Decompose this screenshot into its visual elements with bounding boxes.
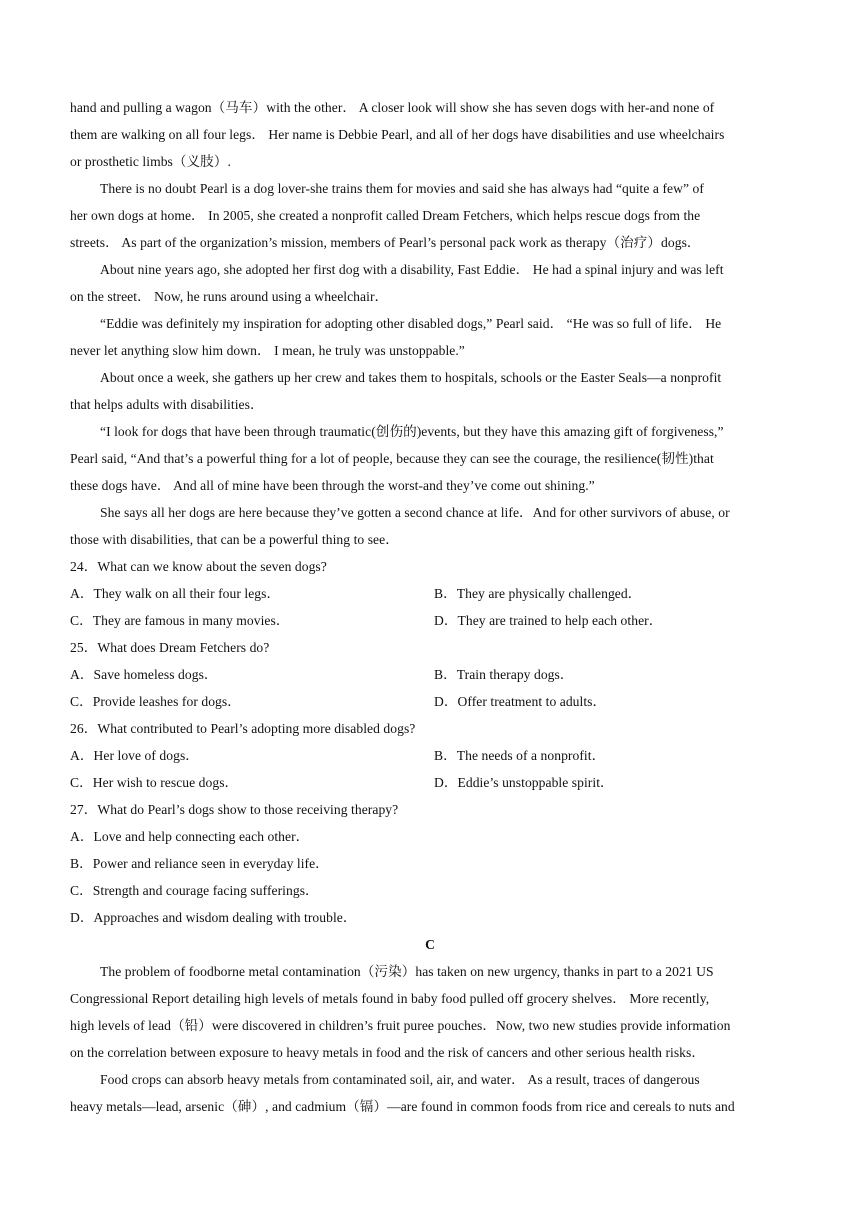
question-option: B．They are physically challenged．: [434, 586, 642, 601]
question-stem: 24．What can we know about the seven dogs?: [70, 559, 327, 574]
question-option: C．Strength and courage facing sufferings．: [70, 883, 319, 898]
question-option: D．Approaches and wisdom dealing with trouble．: [70, 910, 357, 925]
question-option: B．The needs of a nonprofit．: [434, 748, 606, 763]
passage-line: Pearl said, “And that’s a powerful thing for a lot of people, because they can see the courage, the resilience(韧性)that: [70, 451, 714, 466]
question-option: C．They are famous in many movies．: [70, 613, 290, 628]
passage-line: “Eddie was definitely my inspiration for adopting other disabled dogs,” Pearl said． “He was so full of life． He: [100, 316, 722, 331]
passage-line: those with disabilities, that can be a powerful thing to see．: [70, 532, 399, 547]
passage-line: Congressional Report detailing high levels of metals found in baby food pulled off grocery shelves． More recently,: [70, 991, 710, 1006]
passage-line: streets． As part of the organization’s mission, members of Pearl’s personal pack work as therapy（治疗）dogs．: [70, 235, 701, 250]
question-option: A．Her love of dogs．: [70, 748, 199, 763]
passage-line: Food crops can absorb heavy metals from contaminated soil, air, and water． As a result, traces of dangerous: [100, 1072, 700, 1087]
question-stem: 25．What does Dream Fetchers do?: [70, 640, 270, 655]
question-option: C．Her wish to rescue dogs．: [70, 775, 239, 790]
passage-line: She says all her dogs are here because they’ve gotten a second chance at life．And for other survivors of abuse, or: [100, 505, 730, 520]
passage-line: high levels of lead（铅）were discovered in children’s fruit puree pouches．Now, two new studies provide information: [70, 1018, 731, 1033]
passage-line: her own dogs at home． In 2005, she created a nonprofit called Dream Fetchers, which helps rescue dogs from the: [70, 208, 701, 223]
passage-line: on the street． Now, he runs around using a wheelchair．: [70, 289, 389, 304]
question-option: B．Power and reliance seen in everyday life．: [70, 856, 329, 871]
passage-line: that helps adults with disabilities．: [70, 397, 264, 412]
passage-line: these dogs have． And all of mine have been through the worst-and they’ve come out shining.”: [70, 478, 595, 493]
passage-line: heavy metals—lead, arsenic（砷）, and cadmium（镉）—are found in common foods from rice and cereals to nuts and: [70, 1099, 735, 1114]
passage-line: never let anything slow him down． I mean, he truly was unstoppable.”: [70, 343, 465, 358]
question-option: A．Save homeless dogs．: [70, 667, 218, 682]
question-option: A．They walk on all their four legs．: [70, 586, 281, 601]
question-stem: 27．What do Pearl’s dogs show to those receiving therapy?: [70, 802, 399, 817]
question-option: C．Provide leashes for dogs．: [70, 694, 241, 709]
question-option: D．They are trained to help each other．: [434, 613, 663, 628]
passage-line: About nine years ago, she adopted her first dog with a disability, Fast Eddie． He had a spinal injury and was left: [100, 262, 724, 277]
question-stem: 26．What contributed to Pearl’s adopting more disabled dogs?: [70, 721, 416, 736]
question-option: B．Train therapy dogs．: [434, 667, 574, 682]
passage-line: or prosthetic limbs（义肢）.: [70, 154, 231, 169]
question-option: D．Eddie’s unstoppable spirit．: [434, 775, 614, 790]
passage-line: on the correlation between exposure to heavy metals in food and the risk of cancers and other serious health risks．: [70, 1045, 706, 1060]
question-option: A．Love and help connecting each other．: [70, 829, 310, 844]
passage-line: “I look for dogs that have been through traumatic(创伤的)events, but they have this amazing gift of forgiveness,”: [100, 424, 724, 439]
passage-line: About once a week, she gathers up her crew and takes them to hospitals, schools or the Easter Seals—a nonprofit: [100, 370, 722, 385]
passage-line: hand and pulling a wagon（马车）with the other． A closer look will show she has seven dogs with her-and none of: [70, 100, 715, 115]
section-heading: C: [425, 937, 435, 952]
passage-line: them are walking on all four legs． Her name is Debbie Pearl, and all of her dogs have disabilities and use wheelchairs: [70, 127, 725, 142]
question-option: D．Offer treatment to adults．: [434, 694, 607, 709]
passage-line: There is no doubt Pearl is a dog lover-she trains them for movies and said she has always had “quite a few” of: [100, 181, 704, 196]
passage-line: The problem of foodborne metal contamination（污染）has taken on new urgency, thanks in part to a 2021 US: [100, 964, 714, 979]
